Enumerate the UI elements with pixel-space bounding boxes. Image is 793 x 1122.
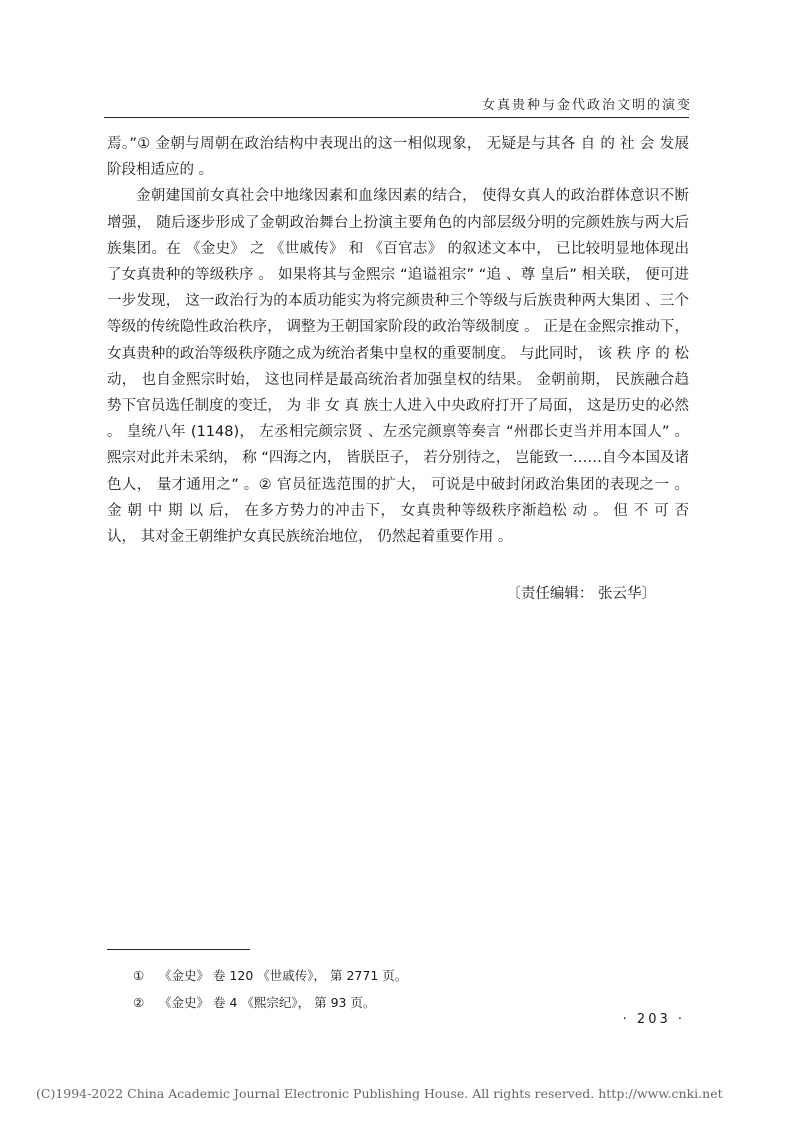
running-header-title: 女真贵种与金代政治文明的演变 — [481, 98, 692, 113]
body-paragraph-2: 金朝建国前女真社会中地缘因素和血缘因素的结合， 使得女真人的政治群体意识不断增强， 随后逐步形成了金朝政治舞台上扮演主要角色的内部层级分明的完颜姓族与两大后族集团。在 《金史》 之 《世戚传》 和 《百官志》 的叙述文本中， 已比较明显地体现出了女真贵种的等级秩序 。 如果将其与金熙宗 “追谥祖宗” “追 、尊 皇后” 相关联， 便可进一步发现， 这一政治行为的本质功能实为将完颜贵种三个等级与后族贵种两大集团 、三个等级的传统隐性政治秩序， 调整为王朝国家阶段的政治等级制度 。 正是在金熙宗推动下， 女真贵种的政治等级秩序随之成为统治者集中皇权的重要制度。 与此同时， 该 秩 序 的 松 动， 也自金熙宗时始， 这也同样是最高统治者加强皇权的结果。 金朝前期， 民族融合趋势下官员选任制度的变迁， 为 非 女 真 族士人进入中央政府打开了局面， 这是历史的必然 。 皇统八年 (1148)， 左丞相完颜宗贤 、左丞完颜禀等奏言 “州郡长吏当并用本国人” 。熙宗对此并未采纳， 称 “四海之内， 皆朕臣子， 若分别待之， 岂能致一……自今本国及诸色人， 量才通用之” 。② 官员征选范围的扩大， 可说是中破封闭政治集团的表现之一 。 金 朝 中 期 以 后， 在多方势力的冲击下， 女真贵种等级秩序渐趋松 动 。 但 不 可 否 认， 其对金王朝维护女真民族统治地位， 仍然起着重要作用 。 — [107, 188, 689, 546]
footnote-2-text: 《金史》 卷 4 《熙宗纪》， 第 93 页。 — [159, 995, 376, 1010]
footnote-2 — [133, 989, 407, 1016]
footnotes — [133, 962, 407, 1016]
copyright-notice: (C)1994-2022 China Academic Journal Electronic Publishing House. All rights reserved. http://www.cnki.net — [36, 1086, 723, 1101]
footnote-1-text: 《金史》 卷 120 《世戚传》， 第 2771 页。 — [159, 968, 408, 983]
page-number: · 203 · — [622, 1012, 685, 1027]
footnote-1-mark: ① — [133, 968, 145, 983]
footnote-2-mark: ② — [133, 995, 145, 1010]
article-body — [107, 131, 689, 550]
header-rule — [104, 117, 689, 118]
footnote-rule — [107, 949, 250, 950]
editor-credit: 〔责任编辑： 张云华〕 — [506, 586, 656, 602]
body-paragraph-1: 焉。”① 金朝与周朝在政治结构中表现出的这一相似现象， 无疑是与其各 自 的 社 会 发展阶段相适应的 。 — [107, 136, 689, 179]
footnote-1 — [133, 962, 407, 989]
